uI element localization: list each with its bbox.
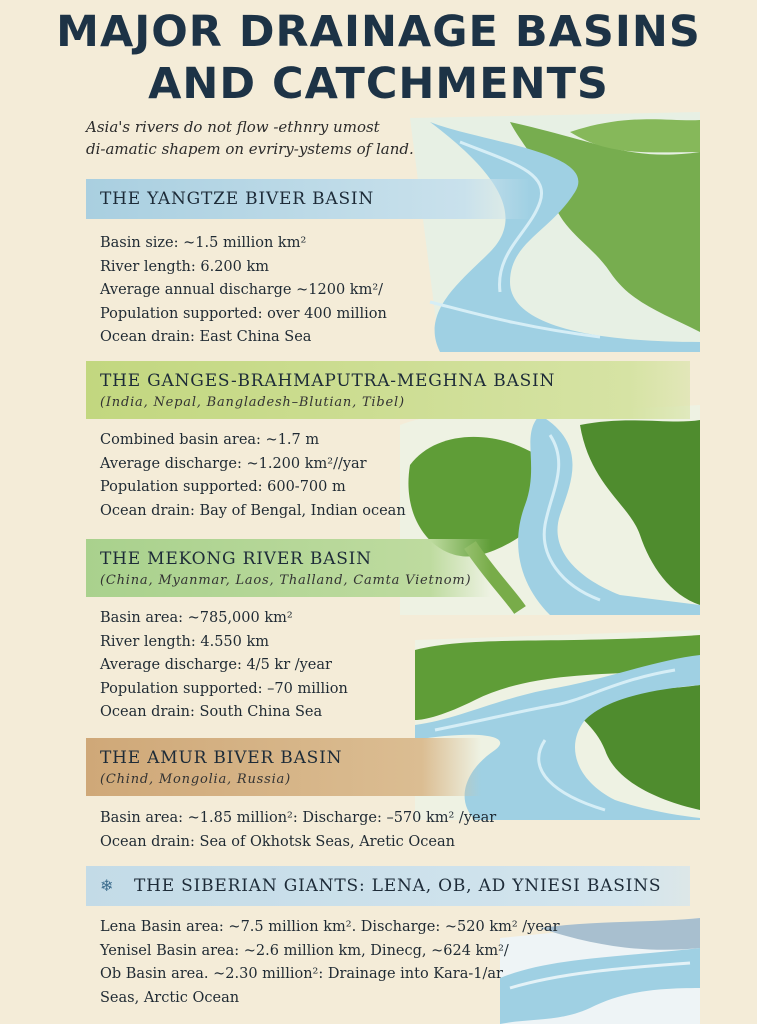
ganges-heading: THE GANGES-BRAHMAPUTRA-MEGHNA BASIN [100, 371, 556, 391]
fact-line: Yenisel Basin area: ~2.6 million km, Dinecg, ~624 km²/ [100, 942, 509, 959]
fact-line: Average discharge: ~1.200 km²//yar [100, 455, 367, 472]
fact-line: Ocean drain: East China Sea [100, 329, 312, 345]
fact-line: Ob Basin area. ~2.30 million²: Drainage into Kara-1/ar [100, 966, 503, 982]
ganges-facts [100, 429, 406, 523]
title-line-1: MAJOR DRAINAGE BASINS [56, 7, 701, 57]
yangtze-facts [100, 232, 387, 350]
fact-line: Ocean drain: Sea of Okhotsk Seas, Aretic Ocean [100, 833, 455, 850]
fact-line: Average discharge: 4/5 kr /year [100, 657, 332, 673]
fact-line: Ocean drain: South China Sea [100, 704, 323, 720]
fact-line: Average annual discharge ~1200 km²/ [100, 282, 384, 298]
fact-line: Lena Basin area: ~7.5 million km². Discharge: ~520 km² /year [100, 919, 560, 935]
fact-line: Basin area: ~1.85 million²: Discharge: –570 km² /year [100, 810, 497, 826]
mekong-countries: (China, Myanmar, Laos, Thalland, Camta Vietnom) [100, 573, 472, 588]
amur-section-header [86, 738, 481, 796]
page-title [0, 6, 757, 110]
snowflake-icon: ❄ [100, 876, 114, 895]
fact-line: Population supported: –70 million [100, 680, 348, 697]
fact-line: Population supported: 600-700 m [100, 479, 346, 495]
fact-line: Basin area: ~785,000 km² [100, 610, 293, 626]
intro-text [86, 116, 446, 160]
siberian-heading: THE SIBERIAN GIANTS: LENA, OB, AD YNIESI BASINS [134, 876, 662, 896]
mekong-section-header [86, 539, 491, 597]
fact-line: River length: 4.550 km [100, 633, 270, 650]
fact-line: Combined basin area: ~1.7 m [100, 432, 320, 448]
amur-countries: (Chind, Mongolia, Russia) [100, 772, 291, 787]
siberian-facts [100, 916, 560, 1010]
title-line-2: AND CATCHMENTS [148, 59, 609, 109]
ganges-countries: (India, Nepal, Bangladesh–Blutian, Tibel) [100, 395, 405, 410]
yangtze-section-header [86, 179, 531, 219]
fact-line: Ocean drain: Bay of Bengal, Indian ocean [100, 502, 406, 519]
amur-facts [100, 807, 496, 854]
fact-line: River length: 6.200 km [100, 258, 270, 275]
ganges-section-header [86, 361, 690, 419]
siberian-section-header [86, 866, 690, 906]
mekong-heading: THE MEKONG RIVER BASIN [100, 549, 372, 569]
yangtze-river-illustration [400, 112, 700, 352]
fact-line: Seas, Arctic Ocean [100, 989, 240, 1006]
amur-heading: THE AMUR BIVER BASIN [100, 748, 343, 768]
yangtze-heading: THE YANGTZE BIVER BASIN [100, 189, 375, 209]
intro-line-2: di-amatic shapem on evriry-ystems of land. [86, 140, 414, 158]
intro-line-1: Asia's rivers do not flow -ethnry umost [86, 118, 380, 136]
fact-line: Population supported: over 400 million [100, 305, 387, 322]
mekong-facts [100, 607, 348, 725]
fact-line: Basin size: ~1.5 million km² [100, 235, 307, 251]
